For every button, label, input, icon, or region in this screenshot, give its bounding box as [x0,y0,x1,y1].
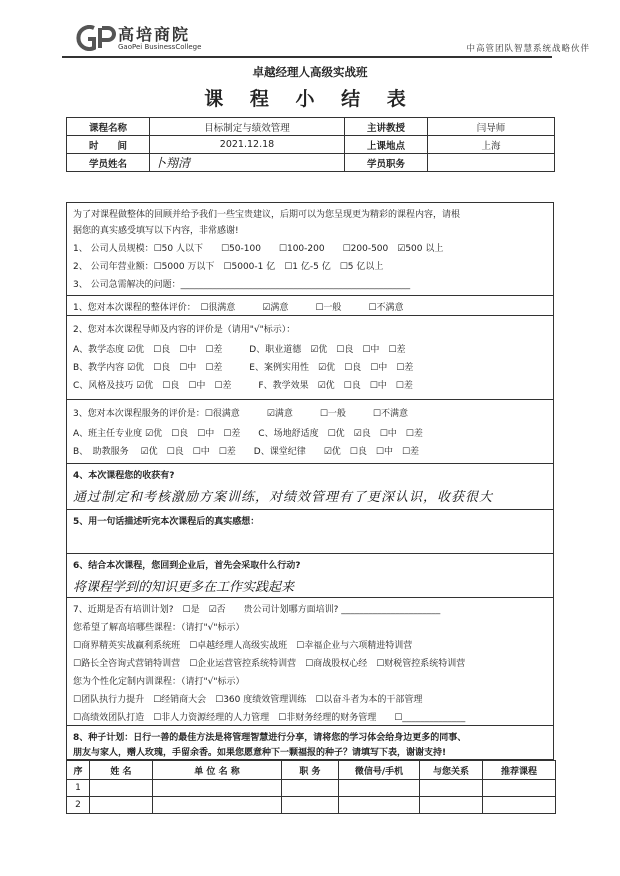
lecturer-label: 主讲教授 [345,118,428,136]
row-number: 2 [67,797,90,814]
student-label: 学员姓名 [67,154,150,172]
custom-option-row[interactable]: ☐团队执行力提升 ☐经销商大会 ☐360 度绩效管理训练 ☐以奋斗者为本的干部管理 [73,695,423,705]
place-value: 上海 [428,136,555,154]
tagline: 中高管团队智慧系统战略伙伴 [466,44,590,54]
col-header: 姓 名 [90,761,153,780]
action-question: 6、结合本次课程，您回到企业后，首先会采取什么行动? [73,561,301,571]
action-section [66,554,554,598]
time-label: 时 间 [67,136,150,154]
seed-plan-line-2: 朋友与家人，赠人玫瑰，手留余香。如果您愿意种下一颗福报的种子？请填写下表，谢谢支持! [73,748,447,758]
instructor-rating-section [66,316,554,400]
role-value[interactable] [428,154,555,172]
intro-line-2: 据您的真实感受填写以下内容，非常感谢! [73,226,239,236]
col-header: 微信号/手机 [339,761,420,780]
seed-plan-section [66,726,554,760]
seed-plan-line-1: 8、种子计划：日行一善的最佳方法是将管理智慧进行分享，请将您的学习体会给身边更多的同事、 [73,733,467,743]
row-number: 1 [67,780,90,797]
col-header: 职 务 [282,761,339,780]
course-info-table [66,117,555,172]
header-divider [62,56,552,58]
service-rating-title[interactable]: 3、您对本次课程服务的评价是：☐很满意 ☑满意 ☐一般 ☐不满意 [73,409,409,419]
company-problem-question[interactable]: 3、 公司急需解决的问题：___________________________________________________ [73,280,411,290]
company-size-question[interactable]: 1、 公司人员规模：☐50 人以下 ☐50-100 ☐100-200 ☐200-500 ☑500 以上 [73,244,444,254]
training-plan-question[interactable]: 7、近期是否有培训计划? ☐是 ☑否 贵公司计划哪方面培训? ______________________ [73,605,441,615]
gains-section [66,464,554,510]
company-revenue-question[interactable]: 2、 公司年营业额：☐5000 万以下 ☐5000-1 亿 ☐1 亿-5 亿 ☐5 亿以上 [73,262,384,272]
student-signature: 卜翔清 [150,154,345,172]
course-option-row[interactable]: ☐商界精英实战赢利系统班 ☐卓越经理人高级实战班 ☐幸福企业与六项精进特训营 [73,641,413,651]
custom-course-title: 您为个性化定制内训课程：（请打"√"标示） [73,677,245,687]
action-answer[interactable]: 将课程学到的知识更多在工作实践起来 [73,580,295,595]
overall-rating-section [66,296,554,316]
gains-answer[interactable]: 通过制定和考核激励方案训练，对绩效管理有了更深认识，收获很大 [73,490,494,505]
intro-line-1: 为了对课程做整体的回顾并给予我们一些宝贵建议，后期可以为您呈现更为精彩的课程内容，请根 [73,210,461,220]
instructor-rating-row[interactable]: B、教学内容 ☑优 ☐良 ☐中 ☐差 E、案例实用性 ☑优 ☐良 ☐中 ☐差 [73,363,414,373]
course-option-row[interactable]: ☐路长全咨询式营销特训营 ☐企业运营管控系统特训营 ☐商战股权心经 ☐财税管控系统特训营 [73,659,466,669]
brand-logo-icon [72,25,116,51]
custom-option-row[interactable]: ☐高绩效团队打造 ☐非人力资源经理的人力管理 ☐非财务经理的财务管理 ☐______________ [73,713,466,723]
table-row [67,797,556,814]
col-header: 与您关系 [420,761,483,780]
time-value: 2021.12.18 [150,136,345,154]
place-label: 上课地点 [345,136,428,154]
col-header: 推荐课程 [483,761,556,780]
course-value: 目标制定与绩效管理 [150,118,345,136]
gains-question: 4、本次课程您的收获有? [73,471,175,481]
lecturer-value: 闫导师 [428,118,555,136]
instructor-rating-title: 2、您对本次课程导师及内容的评价是（请用"√"标示）： [73,325,296,335]
service-rating-row[interactable]: B、 助教服务 ☑优 ☐良 ☐中 ☐差 D、课堂纪律 ☑优 ☐良 ☐中 ☐差 [73,447,420,457]
brand-name-en: GaoPei BusinessCollege [118,43,202,51]
referral-table [66,760,556,814]
feelings-section [66,510,554,554]
col-header: 序 [67,761,90,780]
course-interest-title: 您希望了解高培哪些课程：（请打"√"标示） [73,623,245,633]
service-rating-section [66,400,554,464]
service-rating-row[interactable]: A、班主任专业度 ☑优 ☐良 ☐中 ☐差 C、场地舒适度 ☐优 ☑良 ☐中 ☐差 [73,429,423,439]
brand-name-cn: 高培商院 [118,25,191,44]
feelings-question: 5、用一句话描述听完本次课程后的真实感想： [73,517,260,527]
instructor-rating-row[interactable]: A、教学态度 ☑优 ☐良 ☐中 ☐差 D、职业道德 ☑优 ☐良 ☐中 ☐差 [73,345,406,355]
table-row [67,780,556,797]
instructor-rating-row[interactable]: C、风格及技巧 ☑优 ☐良 ☐中 ☐差 F、教学效果 ☑优 ☐良 ☐中 ☐差 [73,381,413,391]
role-label: 学员职务 [345,154,428,172]
training-plan-section [66,598,554,726]
company-section [66,202,554,296]
course-label: 课程名称 [67,118,150,136]
program-name: 卓越经理人高级实战班 [252,65,368,79]
page-title: 课 程 小 结 表 [204,88,416,110]
col-header: 单 位 名 称 [153,761,282,780]
overall-rating-question[interactable]: 1、您对本次课程的整体评价： ☐很满意 ☑满意 ☐一般 ☐不满意 [73,303,404,313]
